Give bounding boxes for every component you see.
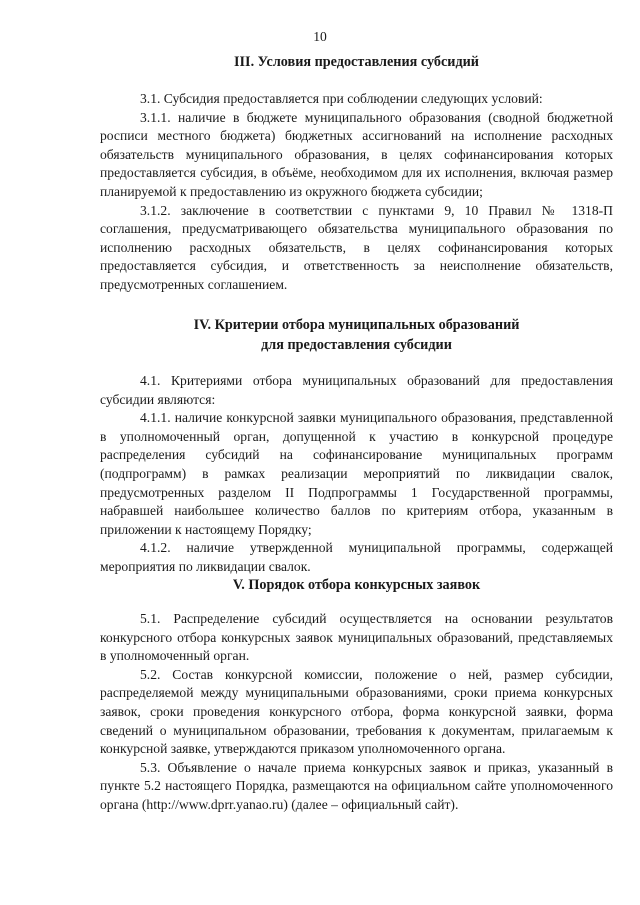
section-5-body bbox=[100, 610, 613, 815]
section-4-heading-line-1: IV. Критерии отбора муниципальных образований bbox=[193, 317, 520, 333]
section-4-body bbox=[100, 372, 613, 577]
section-3-body bbox=[100, 90, 613, 295]
paragraph-5-3: 5.3. Объявление о начале приема конкурсных заявок и приказ, указанный в пункте 5.2 настоящего Порядка, размещаются на официальном сайте уполномоченного органа (http://www.dprr.yanao.ru) (далее – официальный сайт). bbox=[100, 759, 613, 812]
paragraph-4-1-1: 4.1.1. наличие конкурсной заявки муниципального образования, представленной в уполномоченный орган, допущенной к участию в конкурсной процедуре распределения субсидий на софинансирование муниципальных программ (подпрограмм) в рамках реализации мероприятий по ликвидации свалок, предусмотренных разделом II Подпрограммы 1 Государственной программы, набравшей наибольшее количество баллов по критериям отбора, указанным в приложении к настоящему Порядку; bbox=[100, 410, 613, 537]
page-number: 10 bbox=[313, 29, 327, 44]
section-3-heading: III. Условия предоставления субсидий bbox=[234, 54, 479, 70]
section-5-heading: V. Порядок отбора конкурсных заявок bbox=[232, 577, 481, 593]
paragraph-5-1: 5.1. Распределение субсидий осуществляется на основании результатов конкурсного отбора конкурсных заявок муниципальных образований, представляемых в уполномоченный орган. bbox=[100, 611, 613, 664]
paragraph-5-2: 5.2. Состав конкурсной комиссии, положение о ней, размер субсидии, распределяемой между муниципальными образованиями, сроки приема конкурсных заявок, сроки проведения конкурсного отбора, форма конкурсной заявки, форма сведений о муниципальном образовании, требования к документам, прилагаемым к конкурсной заявке, утверждаются приказом уполномоченного органа. bbox=[100, 666, 613, 757]
paragraph-3-1-1: 3.1.1. наличие в бюджете муниципального образования (сводной бюджетной росписи местного бюджета) бюджетных ассигнований на исполнение расходных обязательств муниципального образования, в целях софинансирования которых предоставляется субсидия, в объёме, необходимом для их исполнения, включая размер планируемой к предоставлению из окружного бюджета субсидии; bbox=[100, 109, 613, 199]
paragraph-4-1: 4.1. Критериями отбора муниципальных образований для предоставления субсидии являются: bbox=[100, 373, 613, 407]
paragraph-4-1-2: 4.1.2. наличие утвержденной муниципальной программы, содержащей мероприятия по ликвидации свалок. bbox=[100, 540, 613, 574]
paragraph-3-1-2: 3.1.2. заключение в соответствии с пунктами 9, 10 Правил № 1318-П соглашения, предусматривающего обязательства муниципального образования по исполнению расходных обязательств, в целях софинансирования которых предоставляется субсидия, и ответственность за неисполнение обязательств, предусмотренных соглашением. bbox=[100, 202, 613, 292]
paragraph-3-1: 3.1. Субсидия предоставляется при соблюдении следующих условий: bbox=[140, 91, 543, 106]
section-4-heading-line-2: для предоставления субсидии bbox=[261, 337, 452, 353]
